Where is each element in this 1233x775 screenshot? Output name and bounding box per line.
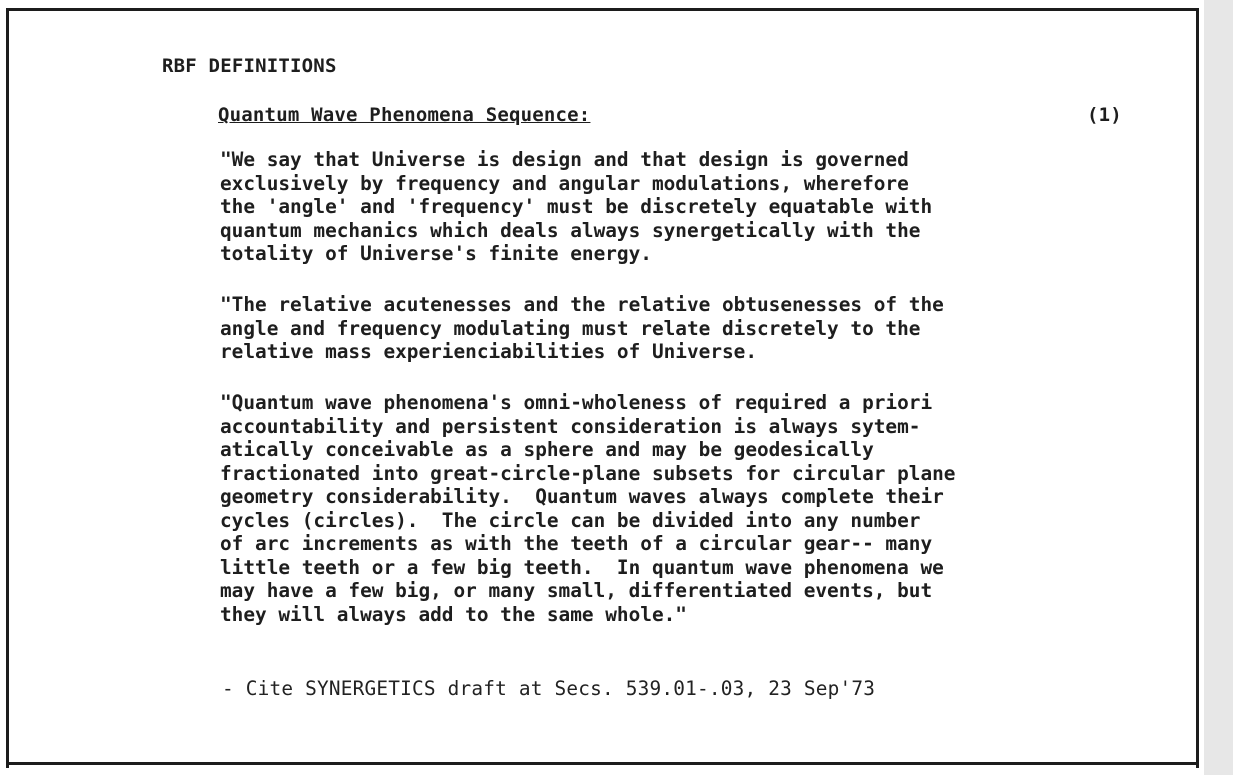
paragraph-3 — [220, 391, 955, 626]
paragraph-line: may have a few big, or many small, differentiated events, but — [220, 579, 933, 602]
paragraph-line: fractionated into great-circle-plane subsets for circular plane — [220, 461, 956, 485]
card-border-left — [6, 8, 9, 768]
paragraph-line: the 'angle' and 'frequency' must be discretely equatable with — [220, 195, 933, 218]
paragraph-line: cycles (circles). The circle can be divided into any number — [220, 508, 921, 532]
paragraph-1 — [220, 148, 932, 266]
card-border-right — [1196, 8, 1199, 768]
paragraph-line: atically conceivable as a sphere and may be geodesically — [220, 438, 874, 461]
card-border-bottom — [6, 762, 1198, 765]
paragraph-line: geometry considerability. Quantum waves always complete their — [220, 485, 944, 508]
paragraph-line: accountability and persistent consideration is always sytem- — [220, 414, 921, 438]
paragraph-line: exclusively by frequency and angular modulations, wherefore — [220, 171, 909, 195]
paragraph-line: they will always add to the same whole." — [220, 602, 687, 626]
paragraph-line: "Quantum wave phenomena's omni-wholeness of required a priori — [220, 391, 933, 414]
scan-margin — [1204, 0, 1233, 775]
citation: - Cite SYNERGETICS draft at Secs. 539.01-.03, 23 Sep'73 — [222, 677, 876, 700]
paragraph-line: angle and frequency modulating must relate discretely to the — [220, 316, 921, 340]
card-subheading: Quantum Wave Phenomena Sequence: — [218, 104, 591, 126]
paragraph-line: "The relative acutenesses and the relative obtusenesses of the — [220, 293, 944, 316]
paragraph-line: totality of Universe's finite energy. — [220, 242, 652, 265]
card-border-top — [6, 8, 1198, 11]
card-heading: RBF DEFINITIONS — [162, 55, 337, 77]
paragraph-2 — [220, 293, 944, 364]
paragraph-line: "We say that Universe is design and that design is governed — [220, 148, 909, 171]
paragraph-line: of arc increments as with the teeth of a circular gear-- many — [220, 532, 933, 555]
card-number: (1) — [1087, 104, 1122, 126]
paragraph-line: little teeth or a few big teeth. In quantum wave phenomena we — [220, 555, 944, 579]
paragraph-line: quantum mechanics which deals always synergetically with the — [220, 218, 921, 242]
paragraph-line: relative mass experienciabilities of Universe. — [220, 340, 758, 363]
